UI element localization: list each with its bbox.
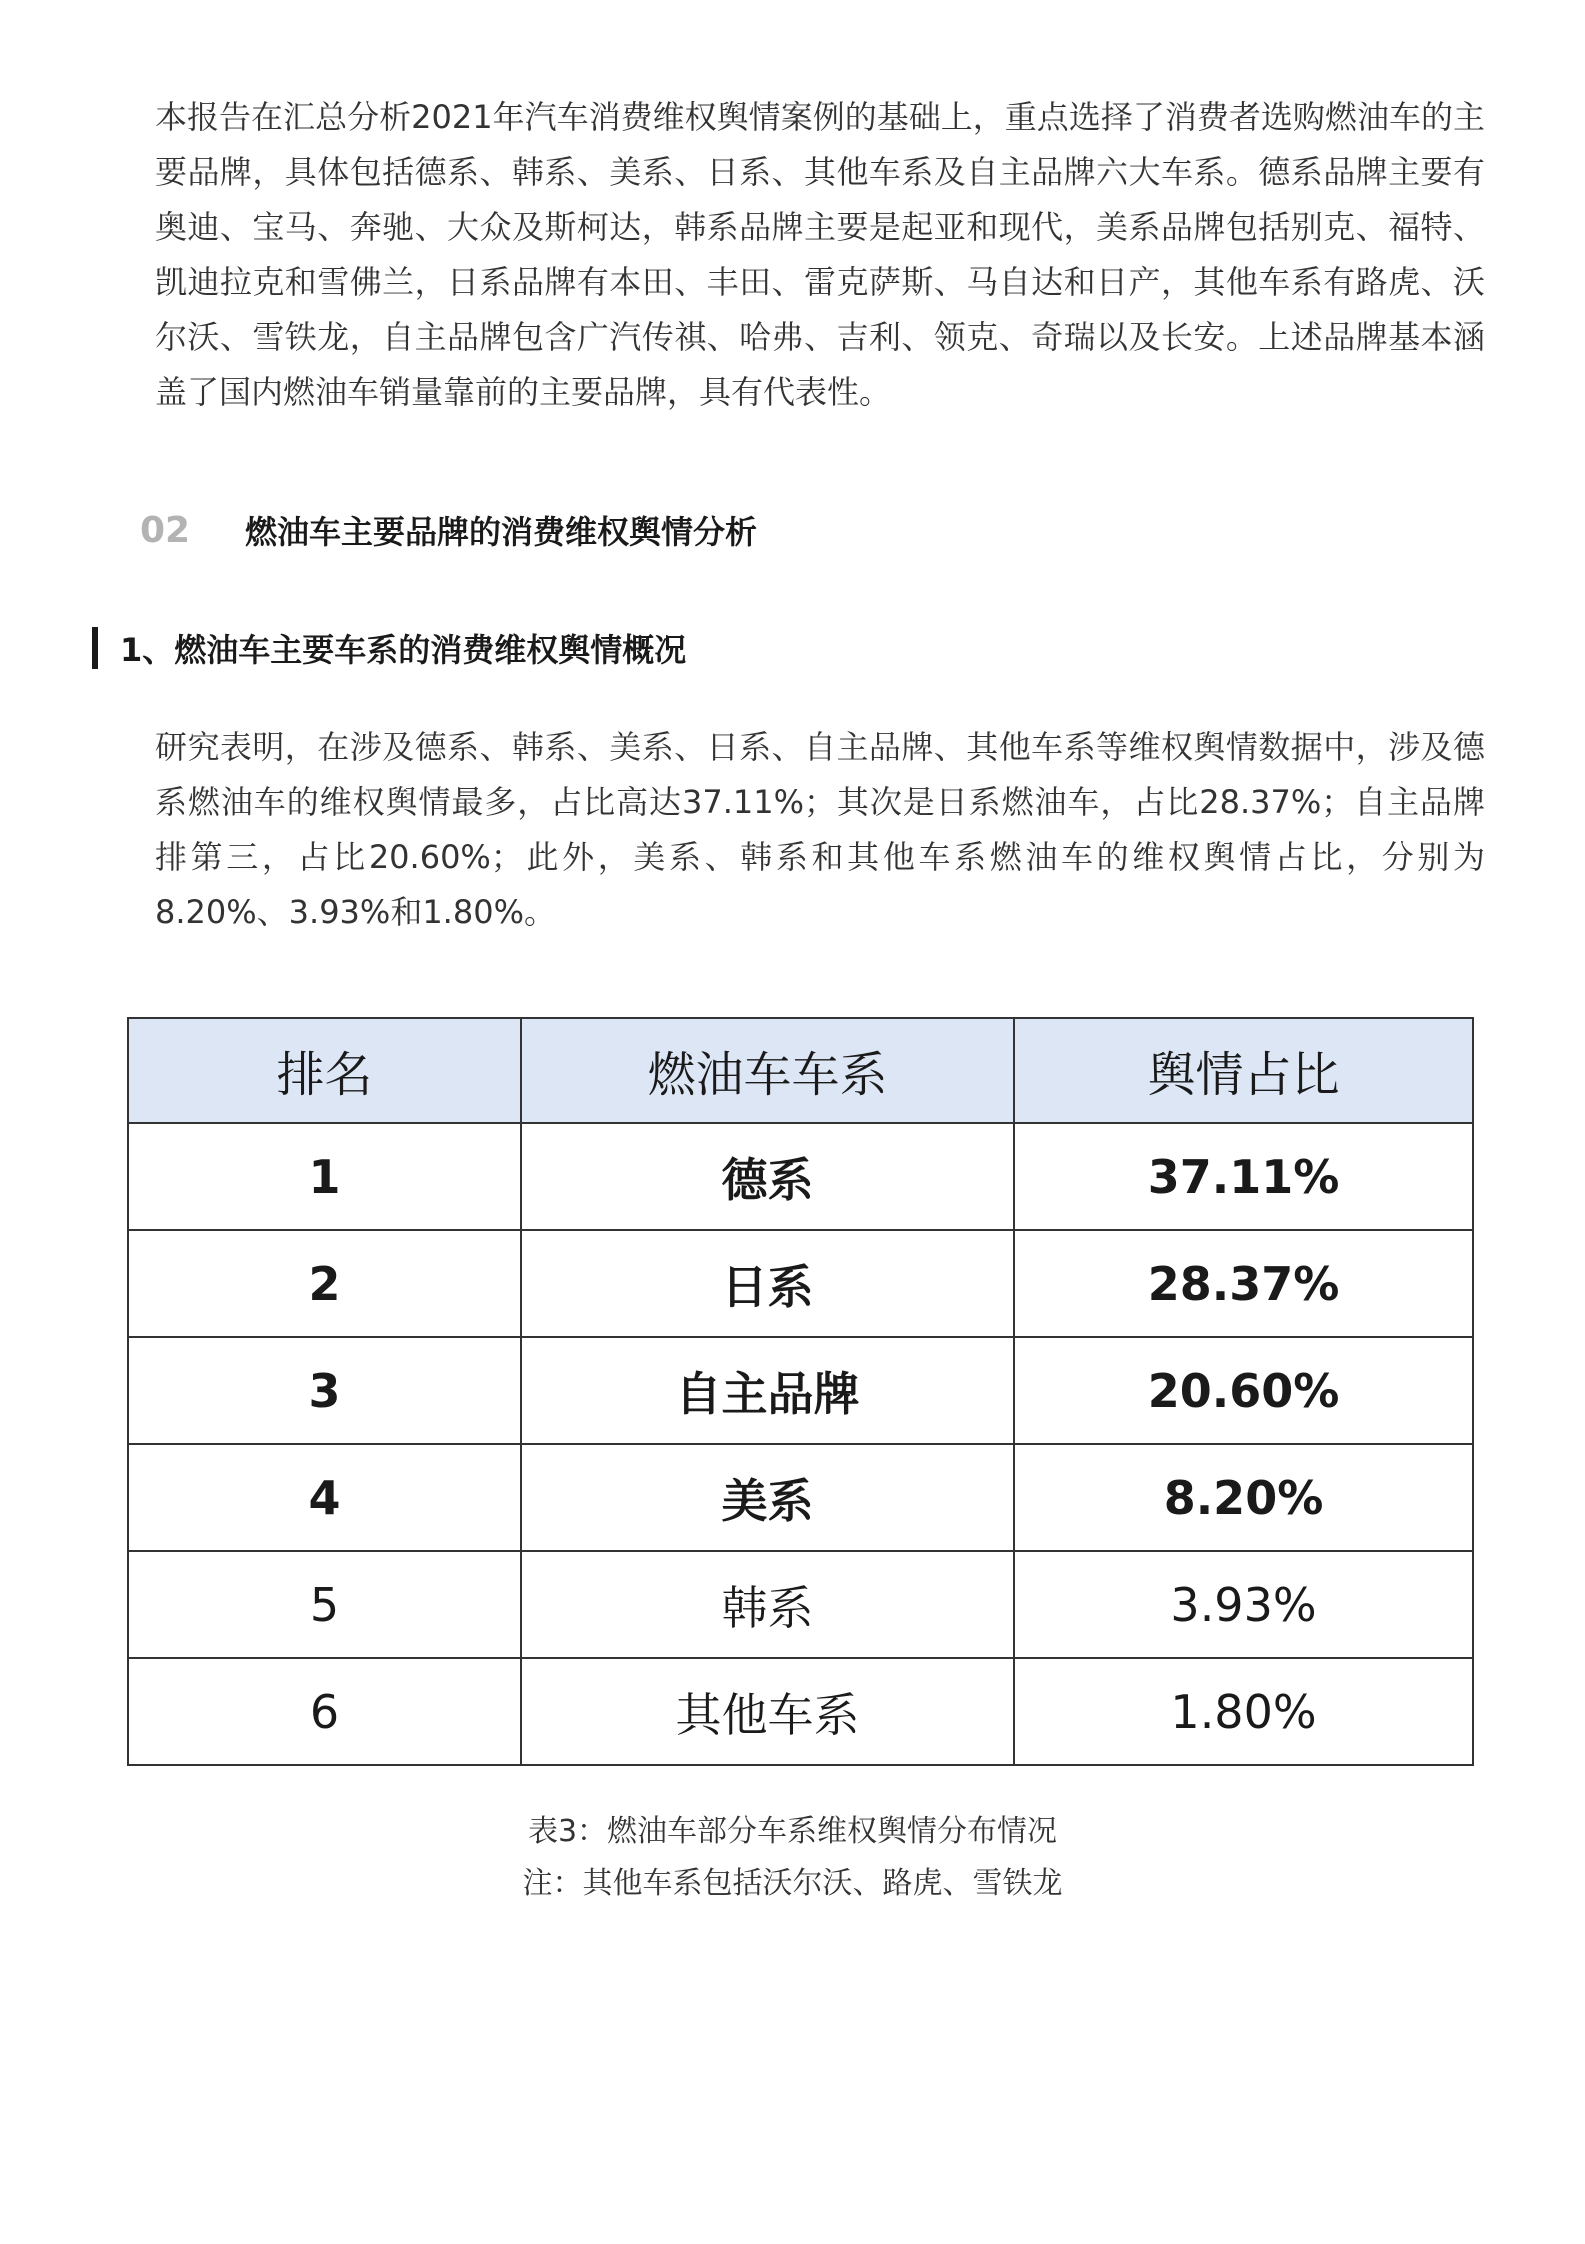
rank-cell: 3 bbox=[128, 1337, 521, 1444]
share-cell: 28.37% bbox=[1014, 1230, 1473, 1337]
subsection-marker-bar bbox=[92, 627, 98, 669]
share-cell: 8.20% bbox=[1014, 1444, 1473, 1551]
rank-cell: 1 bbox=[128, 1123, 521, 1230]
table-row bbox=[128, 1444, 1473, 1551]
table-note: 注：其他车系包括沃尔沃、路虎、雪铁龙 bbox=[522, 1866, 1063, 1901]
share-cell: 37.11% bbox=[1014, 1123, 1473, 1230]
sentiment-share-table bbox=[127, 1017, 1474, 1766]
table-row bbox=[128, 1337, 1473, 1444]
table-caption: 表3：燃油车部分车系维权舆情分布情况 bbox=[527, 1814, 1058, 1849]
subsection-heading bbox=[92, 626, 686, 670]
share-cell: 3.93% bbox=[1014, 1551, 1473, 1658]
rank-cell: 6 bbox=[128, 1658, 521, 1765]
header-rank: 排名 bbox=[128, 1018, 521, 1123]
table-row bbox=[128, 1658, 1473, 1765]
section-number: 02 bbox=[140, 509, 191, 551]
header-series: 燃油车车系 bbox=[521, 1018, 1014, 1123]
series-cell: 日系 bbox=[521, 1230, 1014, 1337]
intro-paragraph: 本报告在汇总分析2021年汽车消费维权舆情案例的基础上，重点选择了消费者选购燃油车的主要品牌，具体包括德系、韩系、美系、日系、其他车系及自主品牌六大车系。德系品牌主要有奥迪、宝马、奔驰、大众及斯柯达，韩系品牌主要是起亚和现代，美系品牌包括别克、福特、凯迪拉克和雪佛兰，日系品牌有本田、丰田、雷克萨斯、马自达和日产，其他车系有路虎、沃尔沃、雪铁龙，自主品牌包含广汽传祺、哈弗、吉利、领克、奇瑞以及长安。上述品牌基本涵盖了国内燃油车销量靠前的主要品牌，具有代表性。 bbox=[155, 98, 1485, 411]
table-row bbox=[128, 1230, 1473, 1337]
series-cell: 美系 bbox=[521, 1444, 1014, 1551]
share-cell: 1.80% bbox=[1014, 1658, 1473, 1765]
subsection-title: 1、燃油车主要车系的消费维权舆情概况 bbox=[120, 631, 687, 669]
series-cell: 自主品牌 bbox=[521, 1337, 1014, 1444]
table-row bbox=[128, 1123, 1473, 1230]
research-paragraph: 研究表明，在涉及德系、韩系、美系、日系、自主品牌、其他车系等维权舆情数据中，涉及德系燃油车的维权舆情最多，占比高达37.11%；其次是日系燃油车，占比28.37%；自主品牌排第三，占比20.60%；此外，美系、韩系和其他车系燃油车的维权舆情占比，分别为8.20%、3.93%和1.80%。 bbox=[155, 728, 1485, 931]
rank-cell: 2 bbox=[128, 1230, 521, 1337]
rank-cell: 5 bbox=[128, 1551, 521, 1658]
header-share: 舆情占比 bbox=[1014, 1018, 1473, 1123]
series-cell: 韩系 bbox=[521, 1551, 1014, 1658]
section-heading bbox=[140, 500, 757, 560]
share-cell: 20.60% bbox=[1014, 1337, 1473, 1444]
table-header-row bbox=[128, 1018, 1473, 1123]
series-cell: 其他车系 bbox=[521, 1658, 1014, 1765]
table-row bbox=[128, 1551, 1473, 1658]
section-title: 燃油车主要品牌的消费维权舆情分析 bbox=[245, 513, 758, 551]
rank-cell: 4 bbox=[128, 1444, 521, 1551]
series-cell: 德系 bbox=[521, 1123, 1014, 1230]
